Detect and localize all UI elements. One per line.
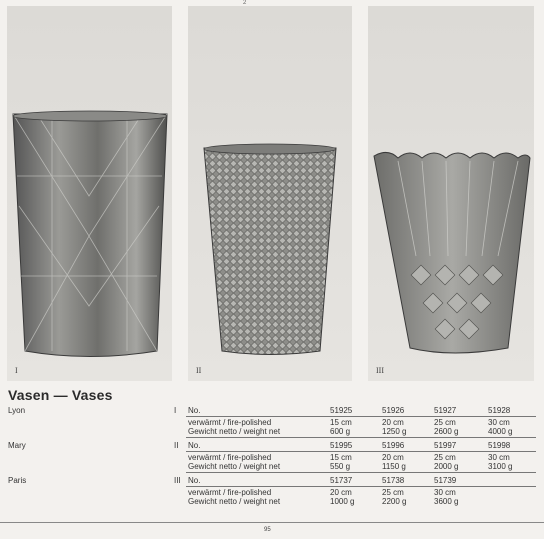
item-name-mary: Mary xyxy=(8,441,26,450)
size-value: 20 cm xyxy=(382,418,404,427)
size-value: 25 cm xyxy=(434,453,456,462)
size-value: 20 cm xyxy=(330,488,352,497)
article-number: 51927 xyxy=(434,406,457,415)
weight-value: 1150 g xyxy=(382,462,406,471)
vase-photo-lyon xyxy=(7,6,172,381)
size-value: 30 cm xyxy=(488,453,510,462)
size-value: 15 cm xyxy=(330,453,352,462)
size-value: 30 cm xyxy=(434,488,456,497)
polish-label: verwärmt / fire-polished xyxy=(188,488,272,497)
size-value: 20 cm xyxy=(382,453,404,462)
weight-label: Gewicht netto / weight net xyxy=(188,462,281,471)
weight-label: Gewicht netto / weight net xyxy=(188,427,281,436)
top-mark: 2 xyxy=(243,0,247,6)
item-name-lyon: Lyon xyxy=(8,406,26,415)
vase-photo-mary xyxy=(188,6,352,381)
photo-numeral: III xyxy=(376,366,384,375)
weight-value: 550 g xyxy=(330,462,351,471)
row-divider xyxy=(186,472,536,473)
row-divider xyxy=(186,437,536,438)
no-label: No. xyxy=(188,476,201,485)
article-number: 51739 xyxy=(434,476,457,485)
photo-numeral: I xyxy=(15,366,18,375)
item-name-paris: Paris xyxy=(8,476,27,485)
article-number: 51998 xyxy=(488,441,511,450)
weight-value: 2200 g xyxy=(382,497,407,506)
article-number: 51737 xyxy=(330,476,353,485)
row-divider xyxy=(186,416,536,417)
size-value: 25 cm xyxy=(434,418,456,427)
weight-value: 1250 g xyxy=(382,427,407,436)
weight-value: 3600 g xyxy=(434,497,459,506)
item-numeral-lyon: I xyxy=(174,406,177,415)
item-numeral-paris: III xyxy=(174,476,181,485)
weight-value: 4000 g xyxy=(488,427,513,436)
size-value: 30 cm xyxy=(488,418,510,427)
polish-label: verwärmt / fire-polished xyxy=(188,453,272,462)
polish-label: verwärmt / fire-polished xyxy=(188,418,272,427)
photo-numeral: II xyxy=(196,366,202,375)
weight-value: 600 g xyxy=(330,427,351,436)
size-value: 25 cm xyxy=(382,488,404,497)
no-label: No. xyxy=(188,441,201,450)
vase-lyon-illustration xyxy=(7,6,172,381)
article-number: 51928 xyxy=(488,406,511,415)
row-divider xyxy=(186,486,536,487)
no-label: No. xyxy=(188,406,201,415)
weight-value: 3100 g xyxy=(488,462,513,471)
item-numeral-mary: II xyxy=(174,441,179,450)
weight-value: 2600 g xyxy=(434,427,459,436)
weight-value: 2000 g xyxy=(434,462,459,471)
weight-value: 1000 g xyxy=(330,497,355,506)
size-value: 15 cm xyxy=(330,418,352,427)
page-bottom-rule xyxy=(0,522,544,523)
article-number: 51996 xyxy=(382,441,405,450)
vase-mary-illustration xyxy=(188,6,352,381)
vase-paris-illustration xyxy=(368,6,534,381)
row-divider xyxy=(186,451,536,452)
section-title: Vasen — Vases xyxy=(8,387,113,403)
vase-photo-paris xyxy=(368,6,534,381)
article-number: 51738 xyxy=(382,476,405,485)
article-number: 51925 xyxy=(330,406,353,415)
article-number: 51926 xyxy=(382,406,405,415)
weight-label: Gewicht netto / weight net xyxy=(188,497,281,506)
article-number: 51997 xyxy=(434,441,457,450)
page-number: 95 xyxy=(264,527,271,533)
article-number: 51995 xyxy=(330,441,353,450)
